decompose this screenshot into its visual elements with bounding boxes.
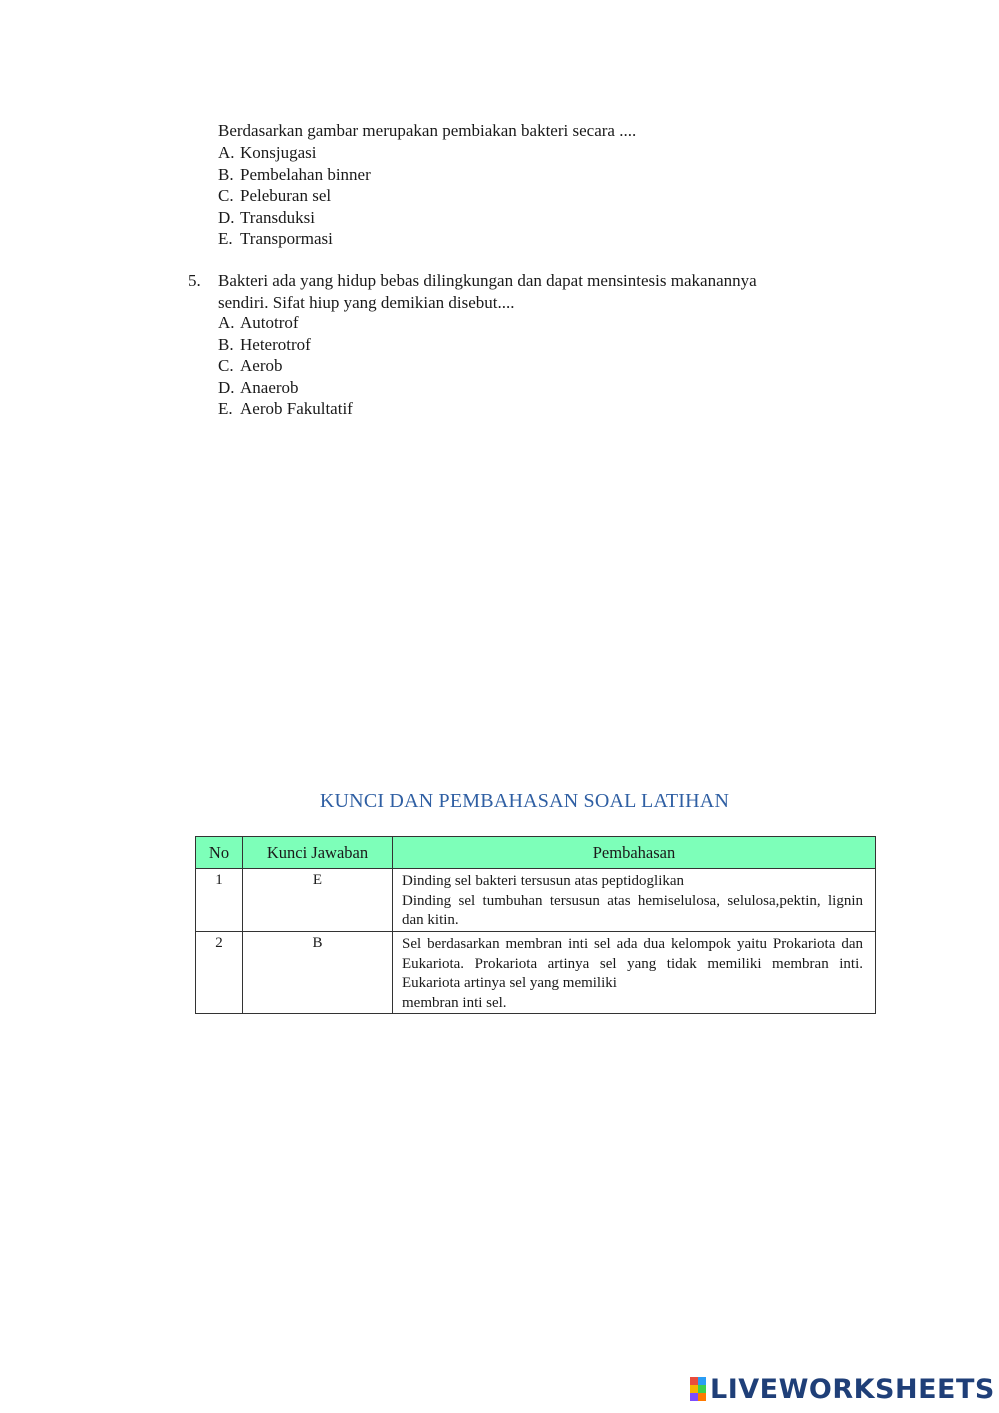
question-4-options bbox=[218, 142, 371, 250]
row-explanation bbox=[393, 932, 876, 1014]
option-c[interactable]: C. Aerob bbox=[218, 356, 283, 376]
option-e[interactable]: E. Aerob Fakultatif bbox=[218, 399, 353, 419]
header-explanation: Pembahasan bbox=[393, 837, 876, 869]
explanation-line: Sel berdasarkan membran inti sel ada dua kelompok yaitu Prokariota dan Eukariota. Prokariota artinya sel yang tidak memiliki membran inti. Eukariota artinya sel yang memiliki bbox=[402, 936, 863, 991]
explanation-line: Dinding sel tumbuhan tersusun atas hemiselulosa, selulosa,pektin, lignin dan kitin. bbox=[402, 892, 863, 928]
row-key: B bbox=[243, 932, 393, 1014]
header-no: No bbox=[196, 837, 243, 869]
row-no: 1 bbox=[196, 869, 243, 932]
explanation-line: membran inti sel. bbox=[402, 994, 507, 1011]
question-5-stem bbox=[218, 270, 757, 313]
row-no: 2 bbox=[196, 932, 243, 1014]
option-a[interactable]: A. Autotrof bbox=[218, 313, 299, 332]
option-b[interactable]: B. Heterotrof bbox=[218, 334, 311, 354]
logo-mark-icon bbox=[690, 1377, 706, 1401]
row-key: E bbox=[243, 869, 393, 932]
option-d[interactable]: D. Anaerob bbox=[218, 377, 299, 397]
question-5-stem-line-2: sendiri. Sifat hiup yang demikian disebut.... bbox=[218, 292, 515, 312]
option-c[interactable]: C. Peleburan sel bbox=[218, 186, 332, 206]
row-explanation bbox=[393, 869, 876, 932]
header-key: Kunci Jawaban bbox=[243, 837, 393, 869]
option-e[interactable]: E. Transpormasi bbox=[218, 229, 333, 249]
liveworksheets-logo[interactable] bbox=[690, 1373, 995, 1405]
table-row bbox=[196, 932, 876, 1014]
question-5-stem-line-1: Bakteri ada yang hidup bebas dilingkungan dan dapat mensintesis makanannya bbox=[218, 271, 757, 290]
logo-text: LIVEWORKSHEETS bbox=[710, 1373, 995, 1405]
option-a[interactable]: A. Konsjugasi bbox=[218, 143, 317, 162]
table-header-row bbox=[196, 837, 876, 869]
answer-key-title: KUNCI DAN PEMBAHASAN SOAL LATIHAN bbox=[319, 790, 730, 812]
explanation-line: Dinding sel bakteri tersusun atas peptidoglikan bbox=[402, 873, 685, 889]
question-4-stem: Berdasarkan gambar merupakan pembiakan bakteri secara .... bbox=[218, 121, 637, 140]
table-row bbox=[196, 869, 876, 932]
option-d[interactable]: D. Transduksi bbox=[218, 207, 315, 227]
answer-key-table bbox=[195, 836, 876, 1014]
question-5-options bbox=[218, 312, 353, 420]
question-5-number: 5. bbox=[188, 271, 201, 290]
option-b[interactable]: B. Pembelahan binner bbox=[218, 164, 371, 184]
